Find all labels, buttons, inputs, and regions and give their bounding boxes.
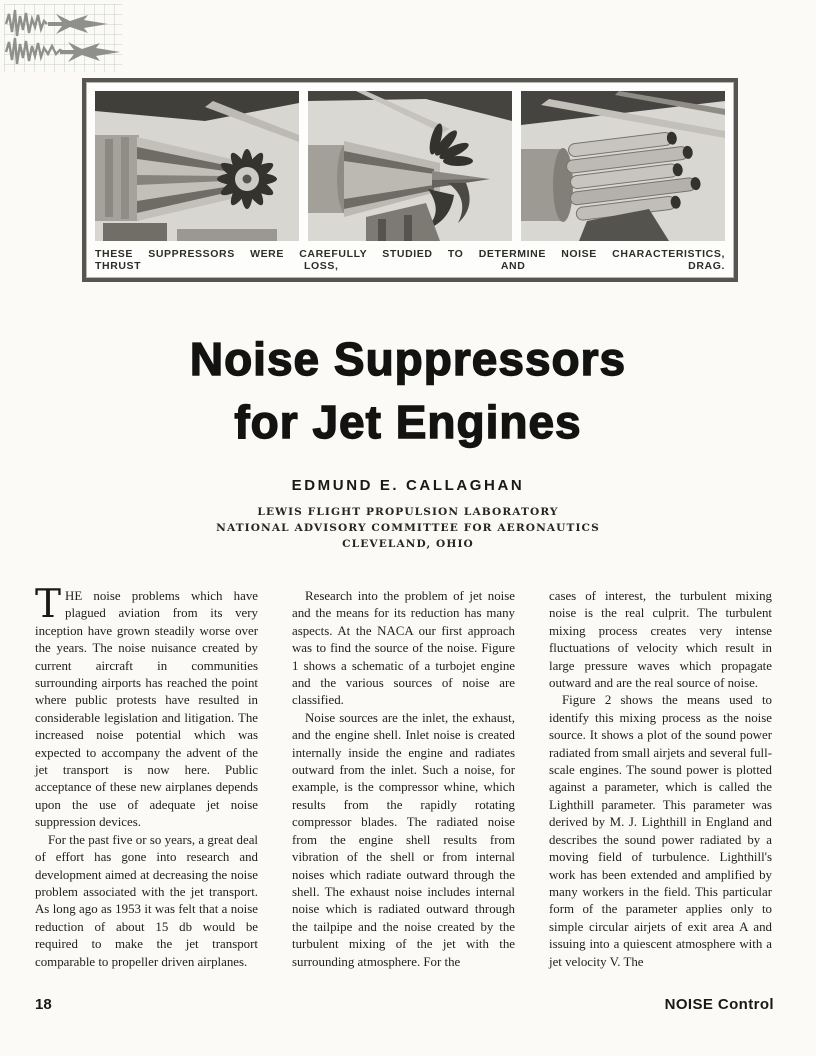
curved-petal-suppressor-photo-icon [308, 91, 512, 241]
paragraph: cases of interest, the turbulent mixing noise is the real culprit. The turbulent mixing process creates very intense fluctuations of velocity which result in large pressure waves which propagate outward and are the real source of noise. [549, 589, 772, 691]
soundwave-jets-logo-icon [4, 4, 122, 72]
affiliation-block [0, 504, 816, 552]
paragraph: Research into the problem of jet noise and the means for its reduction has many aspects. At the NACA our first approach was to find the source of the noise. Figure 1 shows a schematic of a turbojet engine and the various sources of noise are classified. [292, 589, 515, 708]
masthead-logo [4, 4, 122, 72]
affiliation-line3: CLEVELAND, OHIO [342, 538, 474, 550]
page-number: 18 [35, 996, 52, 1013]
article-body [35, 582, 772, 971]
byline-block [0, 477, 816, 552]
paragraph: For the past five or so years, a great deal of effort has gone into research and development aimed at decreasing the noise problem associated with the jet transport. As long ago as 1953 it was felt that a noise reduction of about 15 db would be required to make the jet transport comparable to propeller driven airplanes. [35, 832, 258, 969]
suppressor-photo-daisy [95, 91, 299, 241]
suppressor-photo-multi-tube [521, 91, 725, 241]
text-column-2 [292, 588, 515, 971]
photo-caption: THESE SUPPRESSORS WERE CAREFULLY STUDIED TO DETERMINE NOISE CHARACTERISTICS, THRUST LOSS, AND DRAG. [95, 248, 725, 272]
affiliation-line2: NATIONAL ADVISORY COMMITTEE FOR AERONAUTICS [216, 522, 600, 534]
daisy-nozzle-suppressor-photo-icon [95, 91, 299, 241]
text-column-1 [35, 582, 258, 971]
affiliation-line1: LEWIS FLIGHT PROPULSION LABORATORY [257, 506, 559, 518]
text-column-3 [549, 588, 772, 971]
paragraph-lead [35, 582, 258, 832]
article-title [0, 333, 816, 448]
paragraph-text: HE noise problems which have plagued aviation from its very inception have grown steadily worse over the years. The noise nuisance created by current aircraft in communities surrounding airports has reached the point where public protests have resulted in considerable legislation and litigation. The increased noise potential which was expected to accompany the advent of the jet transport is now here. Public acceptance of these new airplanes depends upon the use of adequate jet noise suppression devices. [35, 589, 258, 830]
photo-panel [82, 78, 738, 282]
journal-name-footer: NOISE Control [664, 996, 774, 1013]
article-title-line2: for Jet Engines [234, 396, 582, 448]
author-name: EDMUND E. CALLAGHAN [291, 477, 525, 494]
multi-tube-suppressor-photo-icon [521, 91, 725, 241]
article-title-line1: Noise Suppressors [189, 333, 627, 385]
paragraph: Figure 2 shows the means used to identify this mixing process as the noise source. It shows a plot of the sound power radiated from small airjets and several full-scale engines. The sound power is plotted against a parameter, which is called the Lighthill parameter. This parameter was derived by M. J. Lighthill in England and describes the sound power radiated by a moving field of turbulence. Lighthill's work has been extended and amplified by many workers in the field. This particular form of the parameter applies only to simple circular airjets of exit area A and issuing into a quiescent atmosphere with a jet velocity V. The [549, 693, 772, 969]
suppressor-photo-curved-petal [308, 91, 512, 241]
photo-row [95, 91, 725, 241]
dropcap: T [35, 582, 62, 627]
paragraph: Noise sources are the inlet, the exhaust, and the engine shell. Inlet noise is created internally inside the engine and radiates outward from the inlet. Such a noise, for example, is the compressor whine, which results from the rapidly rotating compressor blades. The radiated noise from the engine shell results from vibration of the shell or from internal noises which radiate outward through the shell. The exhaust noise includes internal noise which is radiated outward through the tailpipe and the noise created by the turbulent mixing of the jet with the surrounding atmosphere. For the [292, 710, 515, 969]
